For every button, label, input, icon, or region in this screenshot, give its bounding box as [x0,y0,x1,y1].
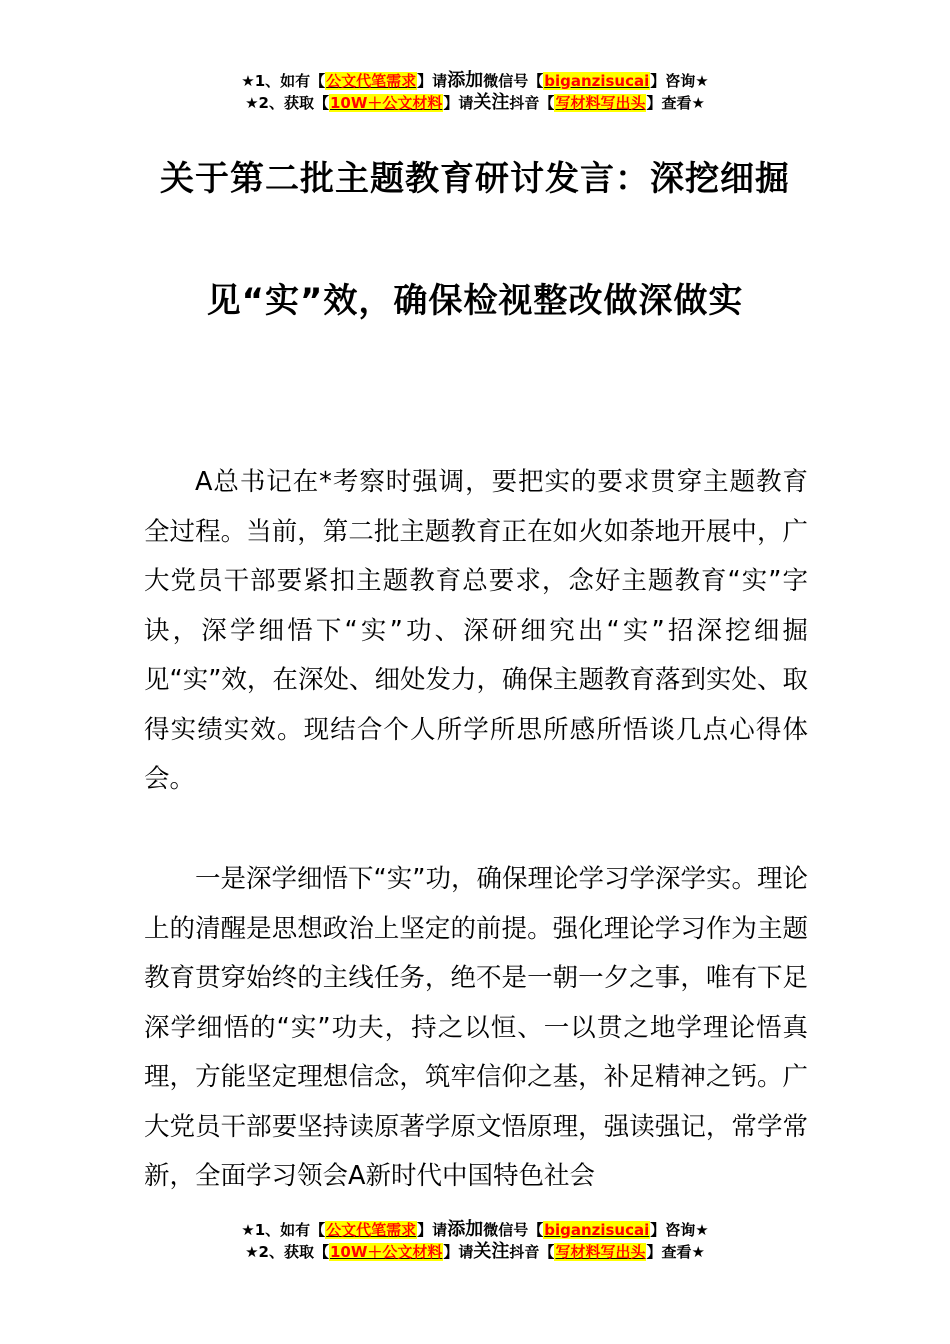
header-banner [0,70,950,114]
banner-text: 】请 [417,72,448,90]
highlight-douyin-id: 写材料写出头 [555,1243,646,1261]
highlight-service: 公文代笔需求 [326,1221,417,1239]
highlight-wechat-id: biganzisucai [544,72,650,90]
banner-text: 微信号【 [483,1221,544,1239]
banner-text: ★1、如有【 [241,72,326,90]
banner-emphasis: 关注 [473,92,510,113]
highlight-wechat-id: biganzisucai [544,1221,650,1239]
highlight-materials: 10W＋公文材料 [329,94,443,112]
banner-text: ★1、如有【 [241,1221,326,1239]
banner-text: 微信号【 [483,72,544,90]
highlight-materials: 10W＋公文材料 [329,1243,443,1261]
banner-text: 】咨询★ [650,1221,709,1239]
banner-line-1 [0,70,950,92]
highlight-service: 公文代笔需求 [326,72,417,90]
banner-emphasis: 添加 [447,1219,484,1240]
banner-text: 】请 [417,1221,448,1239]
banner-text: 抖音【 [509,1243,555,1261]
banner-text: 】查看★ [646,94,705,112]
banner-text: ★2、获取【 [245,94,329,112]
document-title-line-2: 见“实”效，确保检视整改做深做实 [206,281,744,321]
footer-banner [0,1219,950,1263]
paragraph-point-one: 一是深学细悟下“实”功，确保理论学习学深学实。理论上的清醒是思想政治上坚定的前提。强化理论学习作为主题教育贯穿始终的主线任务，绝不是一朝一夕之事，唯有下足深学细悟的“实”功夫，持之以恒、一以贯之地学理论悟真理，方能坚定理想信念，筑牢信仰之基，补足精神之钙。广大党员干部要坚持读原著学原文悟原理，强读强记，常学常新，全面学习领会A新时代中国特色社会 [144,864,808,1191]
document-title-line-1: 关于第二批主题教育研讨发言：深挖细掘 [160,159,790,199]
paragraph-intro: A总书记在*考察时强调，要把实的要求贯穿主题教育全过程。当前，第二批主题教育正在如火如荼地开展中，广大党员干部要紧扣主题教育总要求，念好主题教育“实”字诀，深学细悟下“实”功、深研细究出“实”招深挖细掘见“实”效，在深处、细处发力，确保主题教育落到实处、取得实绩实效。现结合个人所学所思所感所悟谈几点心得体会。 [144,467,808,794]
banner-line-2 [0,1241,950,1263]
banner-text: 】咨询★ [650,72,709,90]
banner-text: 抖音【 [509,94,555,112]
banner-text: 】请 [443,94,474,112]
banner-text: 】查看★ [646,1243,705,1261]
banner-emphasis: 添加 [447,70,484,91]
banner-emphasis: 关注 [473,1241,510,1262]
highlight-douyin-id: 写材料写出头 [555,94,646,112]
banner-line-1 [0,1219,950,1241]
banner-text: ★2、获取【 [245,1243,329,1261]
banner-text: 】请 [443,1243,474,1261]
banner-line-2 [0,92,950,114]
